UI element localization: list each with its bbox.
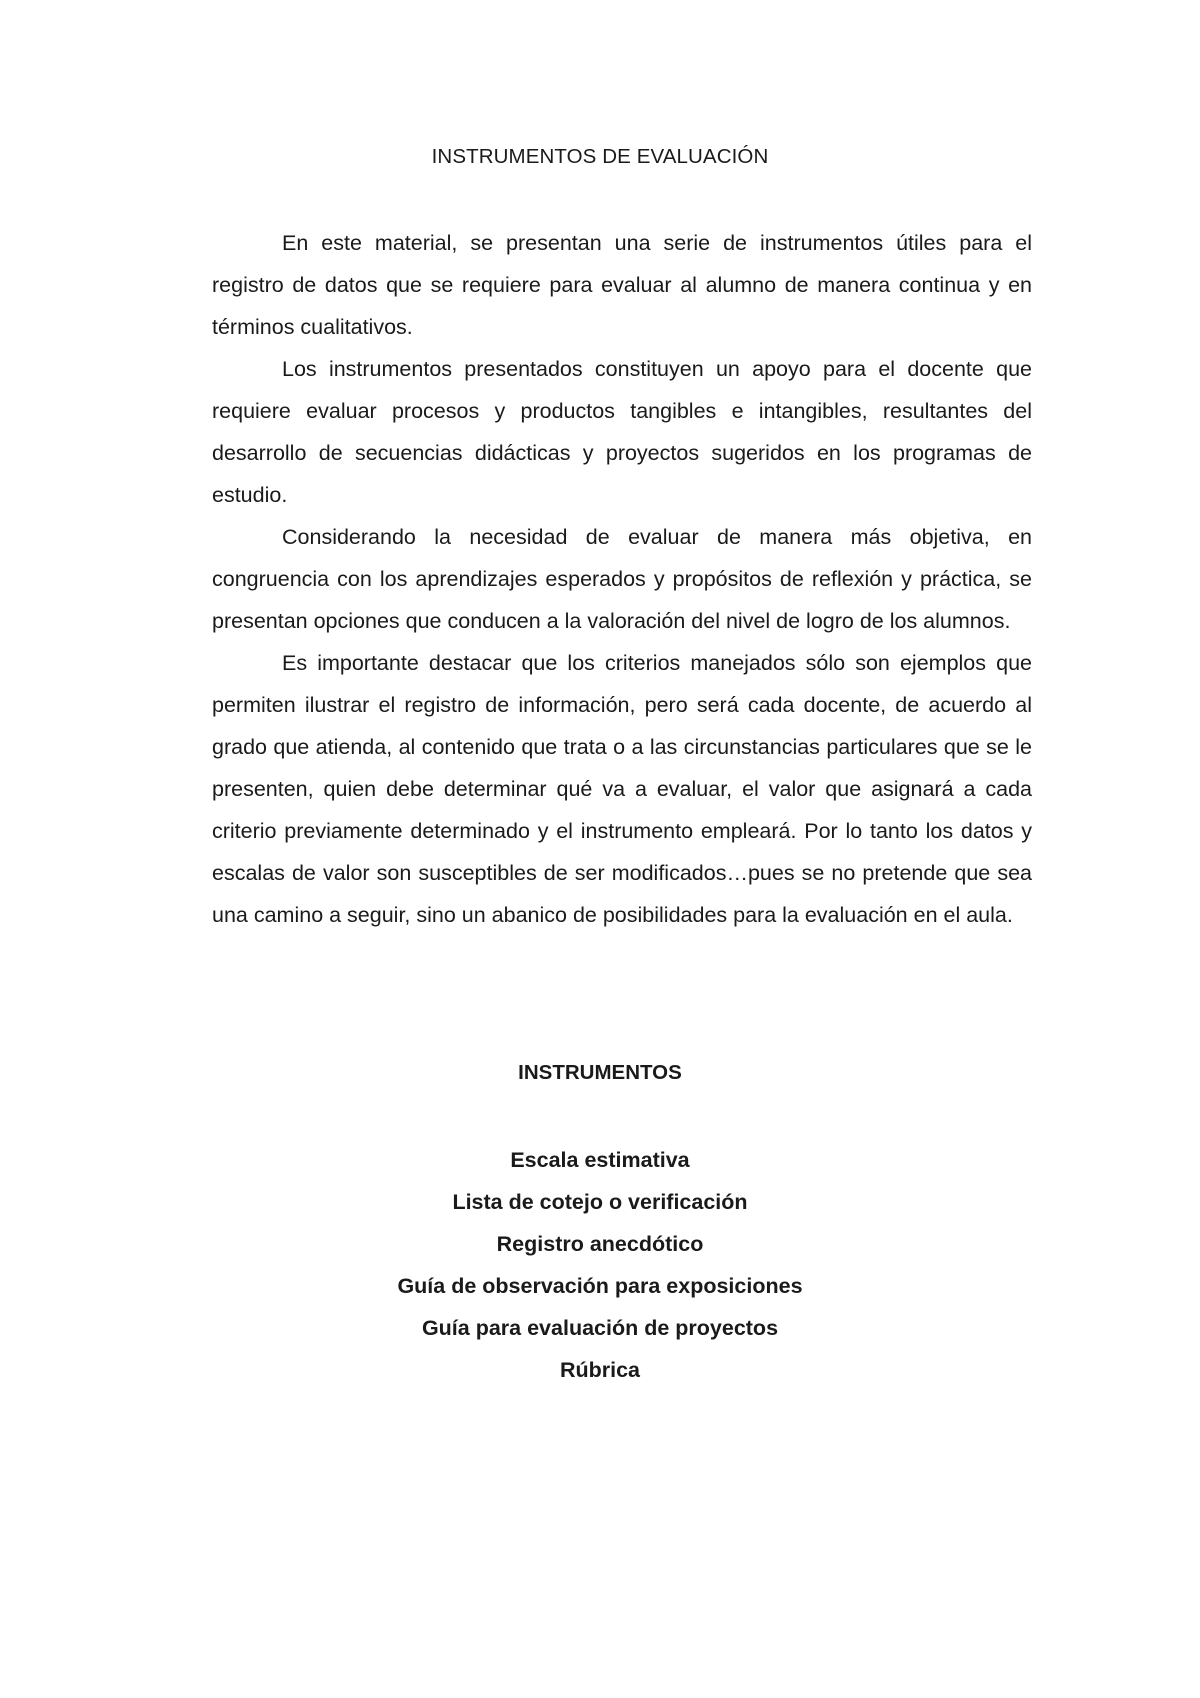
body-text bbox=[212, 222, 1032, 936]
paragraph-objective-evaluation: Considerando la necesidad de evaluar de manera más objetiva, en congruencia con los aprendizajes esperados y propósitos de reflexión y práctica, se presentan opciones que conducen a la valoración del nivel de logro de los alumnos. bbox=[212, 525, 1032, 633]
list-item: Guía para evaluación de proyectos bbox=[421, 1316, 779, 1340]
section-title: INSTRUMENTOS bbox=[518, 1061, 682, 1084]
list-item: Guía de observación para exposiciones bbox=[397, 1274, 803, 1298]
document-title: INSTRUMENTOS DE EVALUACIÓN bbox=[431, 145, 769, 168]
list-item: Registro anecdótico bbox=[496, 1232, 704, 1256]
paragraph-criteria-note: Es importante destacar que los criterios manejados sólo son ejemplos que permiten ilustrar el registro de información, pero será cada docente, de acuerdo al grado que atienda, al contenido que trata o a las circunstancias particulares que se le presenten, quien debe determinar qué va a evaluar, el valor que asignará a cada criterio previamente determinado y el instrumento empleará. Por lo tanto los datos y escalas de valor son susceptibles de ser modificados…pues se no pretende que sea una camino a seguir, sino un abanico de posibilidades para la evaluación en el aula. bbox=[212, 651, 1032, 927]
paragraph-intro: En este material, se presentan una serie de instrumentos útiles para el registro de datos que se requiere para evaluar al alumno de manera continua y en términos cualitativos. bbox=[212, 231, 1032, 339]
list-item: Rúbrica bbox=[559, 1358, 641, 1382]
list-item: Escala estimativa bbox=[510, 1148, 690, 1172]
paragraph-instruments-support: Los instrumentos presentados constituyen un apoyo para el docente que requiere evaluar procesos y productos tangibles e intangibles, resultantes del desarrollo de secuencias didácticas y proyectos sugeridos en los programas de estudio. bbox=[212, 357, 1032, 507]
instrument-list bbox=[0, 1139, 1200, 1391]
list-item: Lista de cotejo o verificación bbox=[452, 1190, 748, 1214]
